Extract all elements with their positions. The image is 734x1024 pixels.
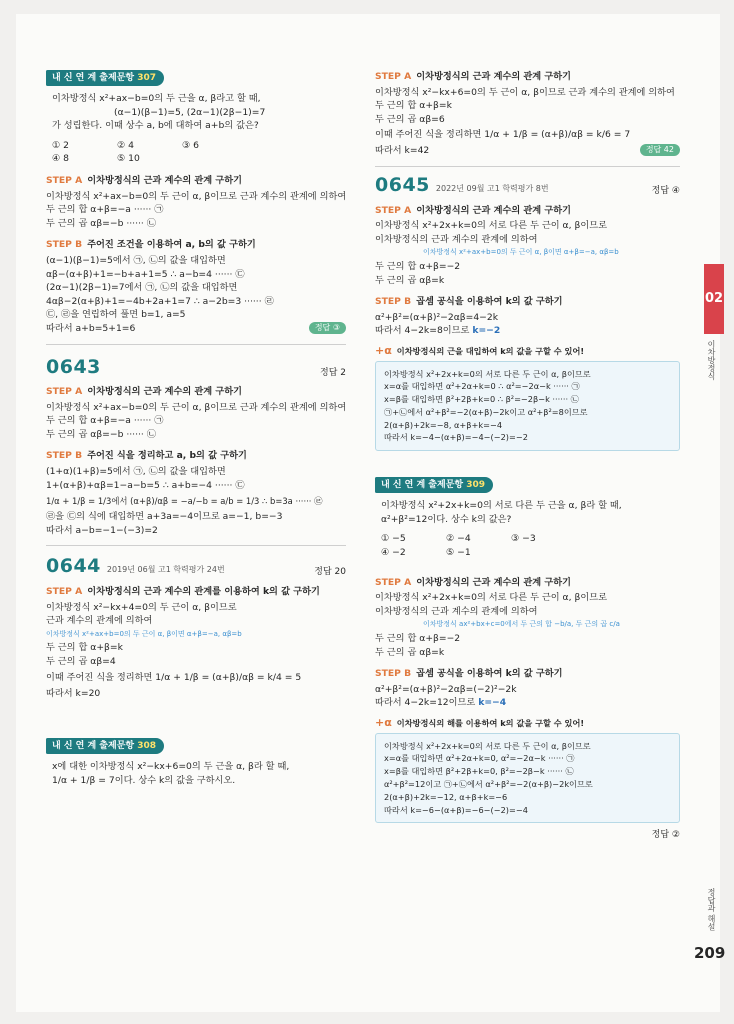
answer-badge-307: 정답 ③ <box>309 322 346 334</box>
banner-309: 내 신 연 계 출제문항 309 <box>375 477 493 493</box>
choices-309: ① −5 ② −4 ③ −3 ④ −2 ⑤ −1 <box>381 533 536 559</box>
tip-header-1: +α 이차방정식의 근을 대입하여 k의 값을 구할 수 있어! <box>375 343 585 357</box>
choices-307: ① 2 ② 4 ③ 6 ④ 8 ⑤ 10 <box>52 139 200 165</box>
step-a-0644: STEP A 이차방정식의 근과 계수의 관계를 이용하여 k의 값 구하기 <box>46 586 320 598</box>
right-column: STEP A 이차방정식의 근과 계수의 관계 구하기 이차방정식 x²−kx+6=0의 두 근이 α, β이므로 근과 계수의 관계에 의하여 두 근의 합 α+β=k 두 근의 곱 αβ=6 이때 주어진 식을 정리하면 1/α + 1/β = (α+β)/αβ = k/6 = 7 따라서 k=42 정답 42 0645 2022년 09월 고1 학력평가 8번 정답 ④ STEP A 이차방정식의 근과 계수의 관계 구하기 이차방정식 x²+2x+k=0의 서로 다른 두 근이 α, β이므로 이차방정식의 근과 계수의 관계에 의하여 이차방정식 x²+ax+b=0의 두 근이 α, β이면 α+β=−a, αβ=b 두 근의 합 α+β=−2 두 근의 곱 αβ=k STEP B 곱셈 공식을 이용하여 k의 값 구하기 α²+β²=(α+β)²−2αβ=4−2k 따라서 4−2k=8이므로 k=−2 +α 이차방정식의 근을 대입하여 k의 값을 구할 수 있어! 이차방정식 x²+2x+k=0의 서로 다른 두 근이 α, β이므로 x=α를 대입하면 α²+2α+k=0 ∴ α²=−2α−k ······ ㉠ x=β를 대입하면 β²+2β+k=0 ∴ β²=−2β−k ······ ㉡ ㉠+㉡에서 α²+β²=−2(α+β)−2k이고 α²+β²=8이므로 2(α+β)+2k=−8, α+β+k=−4 따라서 k=−4−(α+β)=−4−(−2)=−2 내 신 연 계 출제문항 309 이차방정식 x²+2x+k=0의 서로 다른 두 근을 α, β라 할 때, α²+β²=12이다. 상수 k의 값은? ① −5 ② −4 ③ −3 ④ −2 ⑤ −1 STEP A 이차방정식의 근과 계수의 관계 구하기 이차방정식 x²+2x+k=0의 서로 다른 두 근이 α, β이므로 이차방정식의 근과 계수의 관계에 의하여 이차방정식 ax²+bx+c=0에서 두 근의 합 −b/a, 두 근의 곱 c/a 두 근의 합 α+β=−2 두 근의 곱 αβ=k STEP B 곱셈 공식을 이용하여 k의 값 구하기 α²+β²=(α+β)²−2αβ=(−2)²−2k 따라서 4−2k=12이므로 k=−4 +α 이차방정식의 해를 이용하여 k의 값을 구할 수 있어! 이차방정식 x²+2x+k=0의 서로 다른 두 근이 α, β이므로 x=α를 대입하면 α²+2α+k=0, α²=−2α−k ······ ㉠ x=β를 대입하면 β²+2β+k=0, β²=−2β−k ······ ㉡ α²+β²=12이고 ㉠+㉡에서 α²+β²=−2(α+β)−2k이므로 2(α+β)+2k=−12, α+β+k=−6 따라서 k=−6−(α+β)=−6−(−2)=−4 정답 ② <box>375 70 680 843</box>
chapter-tab: 02 <box>704 264 724 334</box>
problem-0643-header: 0643 정답 2 <box>46 361 346 378</box>
problem-308: x에 대한 이차방정식 x²−kx+6=0의 두 근을 α, β라 할 때, 1/α + 1/β = 7이다. 상수 k의 값을 구하시오. <box>52 761 290 786</box>
answer-badge-0643: 정답 2 <box>320 367 346 378</box>
problem-0644-header: 0644 2019년 06월 고1 학력평가 24번 정답 20 <box>46 560 346 577</box>
hint-0645: 이차방정식 x²+ax+b=0의 두 근이 α, β이면 α+β=−a, αβ=b <box>423 248 619 257</box>
answer-badge-308: 정답 42 <box>640 144 680 156</box>
banner-308: 내 신 연 계 출제문항 308 <box>46 738 164 754</box>
answer-badge-309: 정답 ② <box>651 830 680 841</box>
tip-box-2: 이차방정식 x²+2x+k=0의 서로 다른 두 근이 α, β이므로 x=α를 대입하면 α²+2α+k=0, α²=−2α−k ······ ㉠ x=β를 대입하면 β²+2β+k=0, β²=−2β−k ······ ㉡ α²+β²=12이고 ㉠+㉡에서 α²+β²=−2(α+β)−2k이므로 2(α+β)+2k=−12, α+β+k=−6 따라서 k=−6−(α+β)=−6−(−2)=−4 <box>375 733 680 824</box>
chapter-label: 이차방정식 <box>707 340 716 380</box>
answer-badge-0644: 정답 20 <box>314 567 346 578</box>
problem-0645-header: 0645 2022년 09월 고1 학력평가 8번 정답 ④ <box>375 179 680 196</box>
answer-section-label: 정답과 해설 <box>707 888 716 931</box>
step-a-0643: STEP A 이차방정식의 근과 계수의 관계 구하기 <box>46 386 242 398</box>
problem-309: 이차방정식 x²+2x+k=0의 서로 다른 두 근을 α, β라 할 때, α²+β²=12이다. 상수 k의 값은? ① −5 ② −4 ③ −3 ④ −2 ⑤ −1 <box>375 499 680 559</box>
step-a-308: STEP A 이차방정식의 근과 계수의 관계 구하기 <box>375 71 571 82</box>
step-b-307: STEP B 주어진 조건을 이용하여 a, b의 값 구하기 <box>46 239 256 251</box>
step-b-309: STEP B 곱셈 공식을 이용하여 k의 값 구하기 <box>375 668 563 680</box>
problem-307: 이차방정식 x²+ax−b=0의 두 근을 α, β라고 할 때, (α−1)(β−1)=5, (2α−1)(2β−1)=7 가 성립한다. 이때 상수 a, b에 대하여 a+b의 값은? ① 2 ② 4 ③ 6 ④ 8 ⑤ 10 <box>46 92 346 166</box>
hint-309: 이차방정식 ax²+bx+c=0에서 두 근의 합 −b/a, 두 근의 곱 c/a <box>423 620 620 629</box>
left-column: 내 신 연 계 출제문항 307 이차방정식 x²+ax−b=0의 두 근을 α, β라고 할 때, (α−1)(β−1)=5, (2α−1)(2β−1)=7 가 성립한다. 이때 상수 a, b에 대하여 a+b의 값은? ① 2 ② 4 ③ 6 ④ 8 ⑤ 10 STEP A 이차방정식의 근과 계수의 관계 구하기 이차방정식 x²+ax−b=0의 두 근이 α, β이므로 근과 계수의 관계에 의하여 두 근의 합 α+β=−a ······ ㉠ 두 근의 곱 αβ=−b ······ ㉡ STEP B 주어진 조건을 이용하여 a, b의 값 구하기 (α−1)(β−1)=5에서 ㉠, ㉡의 값을 대입하면 αβ−(α+β)+1=−b+a+1=5 ∴ a−b=4 ······ ㉢ (2α−1)(2β−1)=7에서 ㉠, ㉡의 값을 대입하면 4αβ−2(α+β)+1=−4b+2a+1=7 ∴ a−2b=3 ······ ㉣ ㉢, ㉣을 연립하여 풀면 b=1, a=5 따라서 a+b=5+1=6 정답 ③ 0643 정답 2 STEP A 이차방정식의 근과 계수의 관계 구하기 이차방정식 x²+ax−b=0의 두 근이 α, β이므로 근과 계수의 관계에 의하여 두 근의 합 α+β=−a ······ ㉠ 두 근의 곱 αβ=−b ······ ㉡ STEP B 주어진 식을 정리하고 a, b의 값 구하기 (1+α)(1+β)=5에서 ㉠, ㉡의 값을 대입하면 1+(α+β)+αβ=1−a−b=5 ∴ a+b=−4 ······ ㉢ 1/α + 1/β = 1/3에서 (α+β)/αβ = −a/−b = a/b = 1/3 ∴ b=3a ······ ㉣ ㉣을 ㉢의 식에 대입하면 a+3a=−4이므로 a=−1, b=−3 따라서 a−b=−1−(−3)=2 0644 2019년 06월 고1 학력평가 24번 정답 20 STEP A 이차방정식의 근과 계수의 관계를 이용하여 k의 값 구하기 이차방정식 x²−kx+4=0의 두 근이 α, β이므로 근과 계수의 관계에 의하여 이차방정식 x²+ax+b=0의 두 근이 α, β이면 α+β=−a, αβ=b 두 근의 합 α+β=k 두 근의 곱 αβ=4 이때 주어진 식을 정리하면 1/α + 1/β = (α+β)/αβ = k/4 = 5 따라서 k=20 내 신 연 계 출제문항 308 x에 대한 이차방정식 x²−kx+6=0의 두 근을 α, β라 할 때, 1/α + 1/β = 7이다. 상수 k의 값을 구하시오. <box>46 70 346 787</box>
step-b-0645: STEP B 곱셈 공식을 이용하여 k의 값 구하기 <box>375 296 563 308</box>
hint-0644: 이차방정식 x²+ax+b=0의 두 근이 α, β이면 α+β=−a, αβ=b <box>46 629 242 638</box>
tip-box-1: 이차방정식 x²+2x+k=0의 서로 다른 두 근이 α, β이므로 x=α를 대입하면 α²+2α+k=0 ∴ α²=−2α−k ······ ㉠ x=β를 대입하면 β²+2β+k=0 ∴ β²=−2β−k ······ ㉡ ㉠+㉡에서 α²+β²=−2(α+β)−2k이고 α²+β²=8이므로 2(α+β)+2k=−8, α+β+k=−4 따라서 k=−4−(α+β)=−4−(−2)=−2 <box>375 361 680 452</box>
step-a-309: STEP A 이차방정식의 근과 계수의 관계 구하기 <box>375 576 571 588</box>
answer-badge-0645: 정답 ④ <box>651 185 680 196</box>
step-b-0643: STEP B 주어진 식을 정리하고 a, b의 값 구하기 <box>46 450 247 462</box>
step-a-0645: STEP A 이차방정식의 근과 계수의 관계 구하기 <box>375 204 571 216</box>
page-number: 209 <box>694 944 726 962</box>
step-a-307: STEP A 이차방정식의 근과 계수의 관계 구하기 <box>46 174 242 186</box>
tip-header-2: +α 이차방정식의 해를 이용하여 k의 값을 구할 수 있어! <box>375 716 585 729</box>
banner-307: 내 신 연 계 출제문항 307 <box>46 70 164 86</box>
